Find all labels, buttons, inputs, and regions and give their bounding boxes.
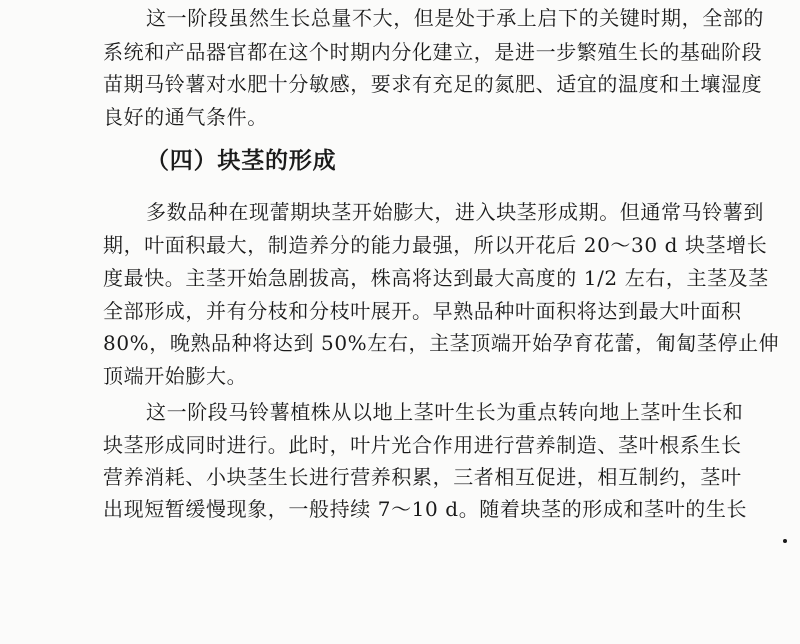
print-dot	[783, 539, 787, 543]
text-line: 块茎形成同时进行。此时，叶片光合作用进行营养制造、茎叶根系生长	[103, 433, 742, 457]
text-line: 度最快。主茎开始急剧拔高，株高将达到最大高度的 1/2 左右，主茎及茎	[103, 266, 769, 290]
section-heading: （四）块茎的形成	[146, 148, 337, 174]
text-line: 营养消耗、小块茎生长进行营养积累，三者相互促进，相互制约，茎叶	[103, 465, 742, 489]
text-line: 80%，晚熟品种将达到 50%左右，主茎顶端开始孕育花蕾，匍匐茎停止伸	[103, 331, 780, 355]
text-line: 全部形成，并有分枝和分枝叶展开。早熟品种叶面积将达到最大叶面积	[103, 299, 742, 323]
text-line: 期，叶面积最大，制造养分的能力最强，所以开花后 20～30 d 块茎增长	[103, 233, 768, 257]
text-line: 多数品种在现蕾期块茎开始膨大，进入块茎形成期。但通常马铃薯到	[146, 200, 764, 224]
text-line: 系统和产品器官都在这个时期内分化建立，是进一步繁殖生长的基础阶段	[103, 40, 763, 64]
text-line: 良好的通气条件。	[103, 105, 268, 129]
text-line: 这一阶段马铃薯植株从以地上茎叶生长为重点转向地上茎叶生长和	[146, 400, 744, 424]
text-line: 苗期马铃薯对水肥十分敏感，要求有充足的氮肥、适宜的温度和土壤湿度	[103, 72, 763, 96]
text-line: 这一阶段虽然生长总量不大，但是处于承上启下的关键时期，全部的	[146, 6, 764, 30]
text-line: 顶端开始膨大。	[103, 364, 248, 388]
text-line: 出现短暂缓慢现象，一般持续 7～10 d。随着块茎的形成和茎叶的生长	[103, 497, 748, 521]
